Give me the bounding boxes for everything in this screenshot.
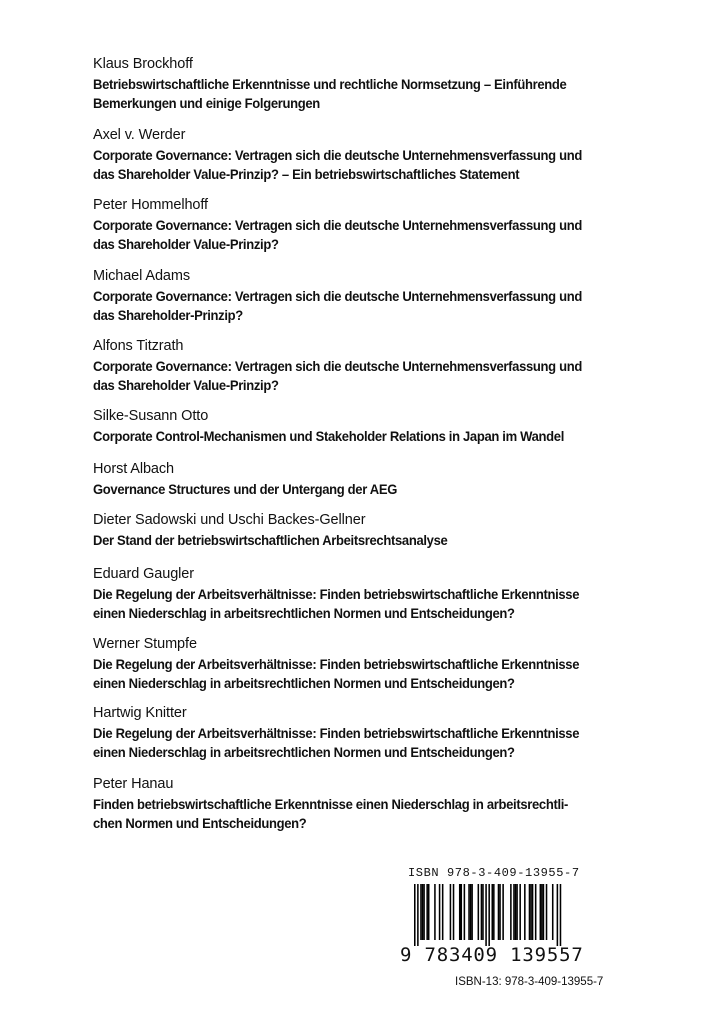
barcode-bar xyxy=(543,884,545,940)
isbn-label: ISBN 978-3-409-13955-7 xyxy=(408,866,580,880)
barcode-bar xyxy=(519,884,521,940)
entry-title-line: Die Regelung der Arbeitsverhältnisse: Finden betriebswirtschaftliche Erkenntnisse xyxy=(93,725,580,741)
entry-title-line: das Shareholder Value-Prinzip? xyxy=(93,236,279,252)
entry-title xyxy=(93,427,595,446)
barcode-bar xyxy=(442,884,444,940)
barcode-bar xyxy=(535,884,537,940)
barcode-bar xyxy=(426,884,428,940)
entry-author: Michael Adams xyxy=(93,268,191,284)
entry-author: Hartwig Knitter xyxy=(93,705,187,721)
entry-title xyxy=(93,216,595,254)
barcode-bar xyxy=(488,884,490,946)
barcode-bar xyxy=(417,884,419,946)
barcode-bar xyxy=(422,884,424,940)
entry-title-line: Governance Structures und der Untergang der AEG xyxy=(93,481,398,497)
entry-author: Silke-Susann Otto xyxy=(93,408,209,424)
barcode-bar xyxy=(493,884,495,940)
barcode-bar xyxy=(482,884,484,940)
barcode-bars xyxy=(400,884,568,946)
entry xyxy=(93,55,633,113)
isbn13-label: ISBN-13: 978-3-409-13955-7 xyxy=(455,976,604,988)
barcode-bar xyxy=(420,884,422,940)
barcode-block xyxy=(400,866,584,966)
entry-author: Dieter Sadowski und Uschi Backes-Gellner xyxy=(93,512,366,528)
entry-author: Peter Hommelhoff xyxy=(93,197,208,213)
entry-title-line: Corporate Governance: Vertragen sich die deutsche Unternehmensverfassung und xyxy=(93,217,582,233)
entry-author: Peter Hanau xyxy=(93,776,174,792)
entry-title xyxy=(93,795,595,833)
entry-title-line: chen Normen und Entscheidungen? xyxy=(93,815,307,831)
entry-title-line: Die Regelung der Arbeitsverhältnisse: Finden betriebswirtschaftliche Erkenntnisse xyxy=(93,656,580,672)
entry-title xyxy=(93,287,595,325)
barcode-bar xyxy=(450,884,452,940)
barcode-bar xyxy=(478,884,480,940)
entry-author: Axel v. Werder xyxy=(93,127,186,143)
barcode-bar xyxy=(510,884,512,940)
entry-title-line: das Shareholder Value-Prinzip? – Ein betriebswirtschaftliches Statement xyxy=(93,166,520,182)
barcode-bar xyxy=(481,884,483,940)
barcode-bar xyxy=(498,884,500,940)
barcode-bar xyxy=(524,884,526,940)
entry xyxy=(93,704,633,762)
entry-title-line: Corporate Governance: Vertragen sich die deutsche Unternehmensverfassung und xyxy=(93,358,582,374)
entry xyxy=(93,565,633,623)
barcode-bar xyxy=(439,884,441,940)
barcode-bar xyxy=(541,884,543,940)
entry-author: Werner Stumpfe xyxy=(93,636,197,652)
barcode-bar xyxy=(532,884,534,940)
entry xyxy=(93,267,633,325)
barcode-bar xyxy=(485,884,487,946)
entry-title-line: Bemerkungen und einige Folgerungen xyxy=(93,95,320,111)
entry-author: Alfons Titzrath xyxy=(93,338,184,354)
entry xyxy=(93,460,633,499)
barcode-bar xyxy=(529,884,531,940)
entry-title-line: Der Stand der betriebswirtschaftlichen Arbeitsrechtsanalyse xyxy=(93,532,448,548)
entry-title xyxy=(93,357,595,395)
barcode-bar xyxy=(515,884,517,940)
barcode-bar xyxy=(530,884,532,940)
entry xyxy=(93,635,633,693)
entry xyxy=(93,126,633,184)
entry-title xyxy=(93,480,595,499)
entry-title xyxy=(93,75,595,113)
entry-title-line: das Shareholder-Prinzip? xyxy=(93,307,243,323)
entry-title xyxy=(93,531,595,550)
entry-title-line: einen Niederschlag in arbeitsrechtlichen Normen und Entscheidungen? xyxy=(93,675,515,691)
entry-title xyxy=(93,724,595,762)
barcode-bar xyxy=(560,884,562,946)
barcode-bar xyxy=(470,884,472,940)
entry xyxy=(93,407,633,446)
entry-title-line: Finden betriebswirtschaftliche Erkenntnisse einen Niederschlag in arbeitsrechtli- xyxy=(93,796,569,812)
entry xyxy=(93,337,633,395)
barcode-bar xyxy=(423,884,425,940)
entry-title xyxy=(93,146,595,184)
barcode-bar xyxy=(502,884,504,940)
barcode-bar xyxy=(557,884,559,946)
entry-title-line: Corporate Control-Mechanismen und Stakeholder Relations in Japan im Wandel xyxy=(93,428,564,444)
barcode-bar xyxy=(459,884,461,940)
barcode-bar xyxy=(414,884,416,946)
entry xyxy=(93,775,633,833)
barcode-bar xyxy=(471,884,473,940)
entry-author: Eduard Gaugler xyxy=(93,566,194,582)
entry-title-line: Corporate Governance: Vertragen sich die deutsche Unternehmensverfassung und xyxy=(93,147,582,163)
entry-title-line: Die Regelung der Arbeitsverhältnisse: Finden betriebswirtschaftliche Erkenntnisse xyxy=(93,586,580,602)
barcode-bar xyxy=(540,884,542,940)
entry xyxy=(93,196,633,254)
entry xyxy=(93,511,633,550)
entry-title xyxy=(93,585,595,623)
entry-title xyxy=(93,655,595,693)
barcode-digits: 9 783409 139557 xyxy=(400,944,584,966)
barcode-bar xyxy=(468,884,470,940)
entry-title-line: das Shareholder Value-Prinzip? xyxy=(93,377,279,393)
entry-title-line: einen Niederschlag in arbeitsrechtlichen Normen und Entscheidungen? xyxy=(93,744,515,760)
entry-author: Klaus Brockhoff xyxy=(93,56,193,72)
entry-author: Horst Albach xyxy=(93,461,175,477)
barcode-bar xyxy=(434,884,436,940)
barcode-bar xyxy=(516,884,518,940)
barcode-bar xyxy=(546,884,548,940)
barcode-bar xyxy=(513,884,515,940)
barcode-bar xyxy=(492,884,494,940)
entry-title-line: Betriebswirtschaftliche Erkenntnisse und rechtliche Normsetzung – Einführende xyxy=(93,76,567,92)
barcode-bar xyxy=(428,884,430,940)
barcode-bar xyxy=(453,884,455,940)
barcode-bar xyxy=(464,884,466,940)
barcode-bar xyxy=(552,884,554,940)
entry-title-line: einen Niederschlag in arbeitsrechtlichen Normen und Entscheidungen? xyxy=(93,605,515,621)
barcode-bar xyxy=(461,884,463,940)
barcode-bar xyxy=(499,884,501,940)
entry-title-line: Corporate Governance: Vertragen sich die deutsche Unternehmensverfassung und xyxy=(93,288,582,304)
